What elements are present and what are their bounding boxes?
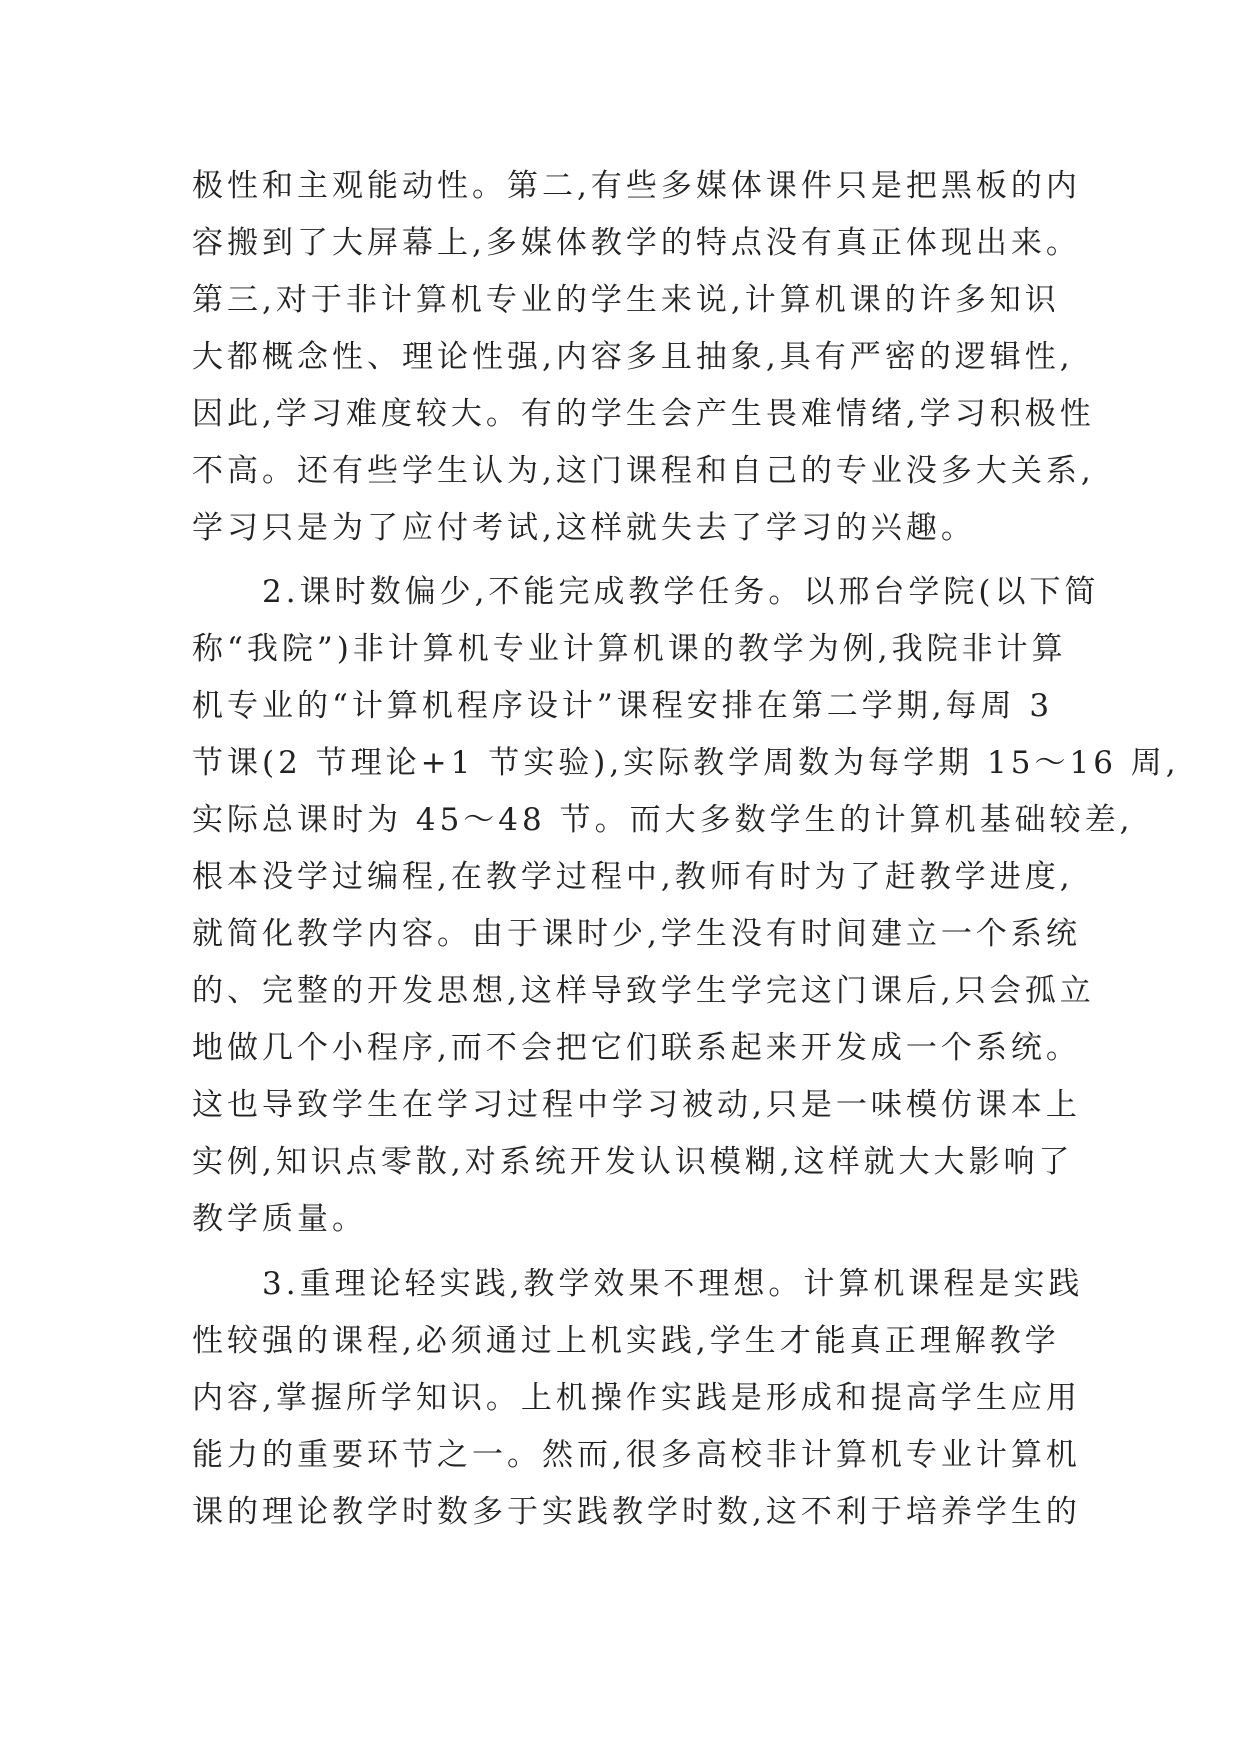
text-line: 2.课时数偏少,不能完成教学任务。以邢台学院(以下简 — [192, 574, 1100, 610]
text-line: 不高。还有些学生认为,这门课程和自己的专业没多大关系, — [192, 453, 1095, 489]
text-line: 性较强的课程,必须通过上机实践,学生才能真正理解教学 — [192, 1323, 1060, 1359]
text-line: 第三,对于非计算机专业的学生来说,计算机课的许多知识 — [192, 282, 1060, 318]
text-line: 称“我院”)非计算机专业计算机课的教学为例,我院非计算 — [192, 631, 1067, 667]
text-line: 就简化教学内容。由于课时少,学生没有时间建立一个系统 — [192, 916, 1081, 952]
text-line: 机专业的“计算机程序设计”课程安排在第二学期,每周 3 — [192, 688, 1054, 724]
text-line: 的、完整的开发思想,这样导致学生学完这门课后,只会孤立 — [192, 973, 1095, 1009]
text-line: 能力的重要环节之一。然而,很多高校非计算机专业计算机 — [192, 1437, 1081, 1473]
text-line: 3.重理论轻实践,教学效果不理想。计算机课程是实践 — [192, 1266, 1084, 1302]
text-line: 极性和主观能动性。第二,有些多媒体课件只是把黑板的内 — [192, 168, 1081, 204]
text-line: 地做几个小程序,而不会把它们联系起来开发成一个系统。 — [192, 1030, 1081, 1066]
text-line: 大都概念性、理论性强,内容多且抽象,具有严密的逻辑性, — [192, 339, 1074, 375]
text-line: 内容,掌握所学知识。上机操作实践是形成和提高学生应用 — [192, 1380, 1081, 1416]
text-line: 容搬到了大屏幕上,多媒体教学的特点没有真正体现出来。 — [192, 225, 1081, 261]
paragraph-1 — [192, 158, 1095, 557]
text-line: 课的理论教学时数多于实践教学时数,这不利于培养学生的 — [192, 1494, 1081, 1530]
text-line: 实例,知识点零散,对系统开发认识模糊,这样就大大影响了 — [192, 1144, 1074, 1180]
text-line: 根本没学过编程,在教学过程中,教师有时为了赶教学进度, — [192, 859, 1074, 895]
text-line: 教学质量。 — [192, 1201, 367, 1237]
paragraph-3 — [192, 1256, 1084, 1541]
paragraph-2 — [192, 564, 1180, 1248]
text-line: 因此,学习难度较大。有的学生会产生畏难情绪,学习积极性 — [192, 396, 1095, 432]
text-line: 学习只是为了应付考试,这样就失去了学习的兴趣。 — [192, 510, 976, 546]
text-line: 节课(2 节理论+1 节实验),实际教学周数为每学期 15～16 周, — [192, 745, 1180, 781]
text-line: 这也导致学生在学习过程中学习被动,只是一味模仿课本上 — [192, 1087, 1081, 1123]
text-line: 实际总课时为 45～48 节。而大多数学生的计算机基础较差, — [192, 802, 1134, 838]
